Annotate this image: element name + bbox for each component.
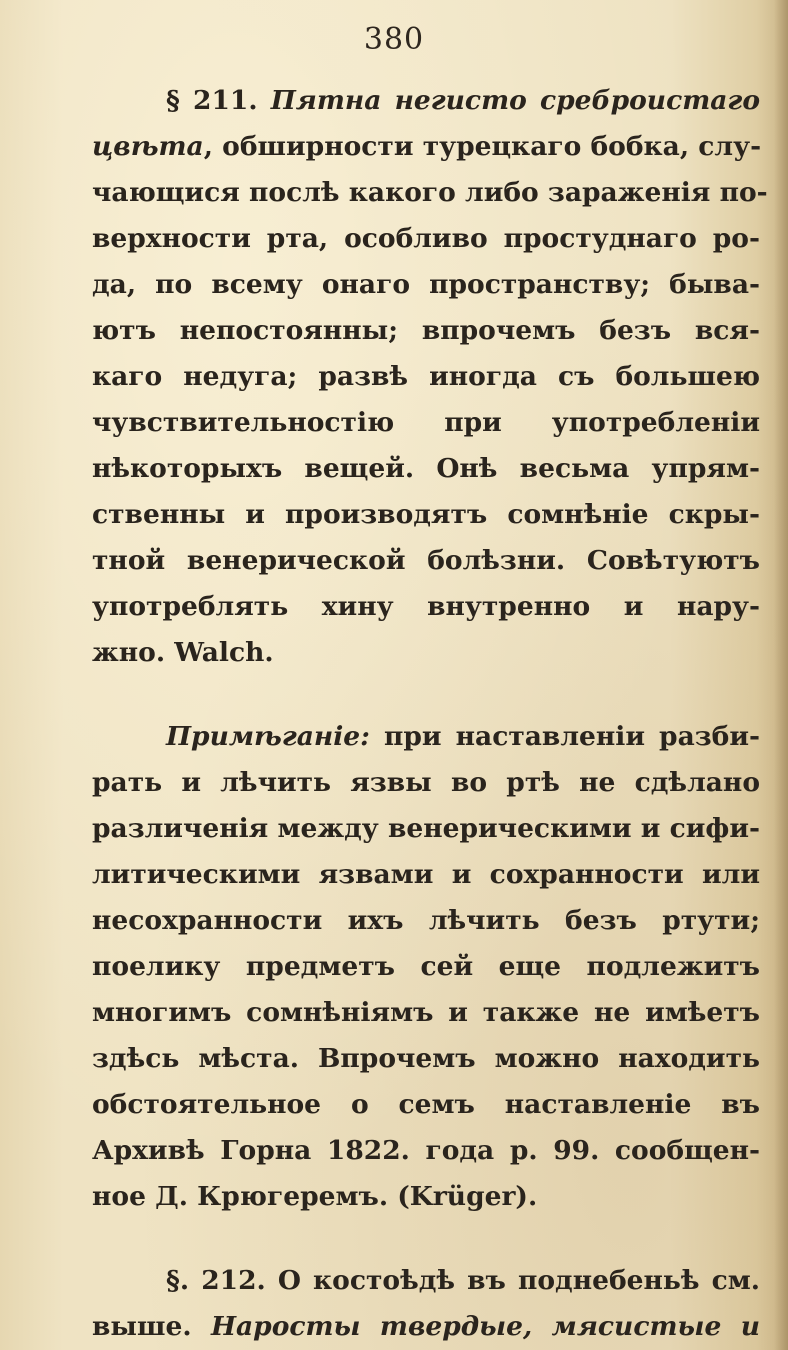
italic-run: Пятна негисто среброистаго — [270, 85, 761, 116]
text-run: поелику предметъ сей еще подлежитъ — [92, 951, 760, 982]
text-line — [92, 492, 760, 538]
text-body — [92, 78, 768, 1350]
text-line — [92, 308, 760, 354]
text-run: ственны и производятъ сомнѣніе скры- — [92, 499, 760, 530]
paragraph-section-212 — [92, 1258, 760, 1350]
text-run: Архивѣ Горна 1822. года p. 99. сообщен- — [92, 1135, 760, 1166]
text-run: выше. — [92, 1311, 211, 1342]
text-line — [92, 584, 760, 630]
text-run: ное Д. Крюгеремъ. (Krüger). — [92, 1181, 538, 1212]
text-line — [92, 806, 760, 852]
text-line — [92, 944, 760, 990]
text-line — [92, 1258, 760, 1304]
page-number: 380 — [363, 22, 425, 57]
text-line — [92, 216, 760, 262]
text-line — [92, 170, 768, 216]
text-run: каго недуга; развѣ иногда съ большею — [92, 361, 760, 392]
text-line — [92, 1304, 760, 1350]
text-line — [92, 630, 760, 676]
italic-run: Примѣганіе: — [166, 721, 370, 752]
text-line — [92, 990, 760, 1036]
paragraph-note — [92, 714, 760, 1220]
text-line — [92, 124, 760, 170]
text-run: § 211. — [166, 85, 271, 116]
text-line — [92, 1174, 760, 1220]
text-line — [92, 1036, 760, 1082]
text-run: несохранности ихъ лѣчить безъ ртути; — [92, 905, 760, 936]
text-run: литическими язвами и сохранности или — [92, 859, 760, 890]
text-run: верхности рта, особливо простуднаго ро- — [92, 223, 760, 254]
text-run: да, по всему онаго пространству; быва- — [92, 269, 760, 300]
italic-run: Наросты твердые, мясистые и — [210, 1311, 760, 1342]
text-line — [92, 1082, 760, 1128]
paragraph-gap — [92, 1220, 760, 1258]
text-run: употреблять хину внутренно и нару- — [92, 591, 760, 622]
text-line — [92, 78, 760, 124]
text-run: чающися послѣ какого либо зараженія по- — [92, 177, 768, 208]
text-line — [92, 446, 760, 492]
text-line — [92, 852, 760, 898]
text-run: при наставленіи разби- — [369, 721, 760, 752]
text-run: , обширности турецкаго бобка, слу- — [203, 131, 762, 162]
paragraph-gap — [92, 676, 760, 714]
text-line — [92, 400, 760, 446]
text-run: тной венерической болѣзни. Совѣтуютъ — [92, 545, 760, 576]
text-line — [92, 354, 760, 400]
text-run: различенія между венерическими и сифи- — [92, 813, 760, 844]
text-run: нѣкоторыхъ вещей. Онѣ весьма упрям- — [92, 453, 760, 484]
text-line — [92, 538, 760, 584]
text-run: здѣсь мѣста. Впрочемъ можно находить — [92, 1043, 760, 1074]
text-run: ютъ непостоянны; впрочемъ безъ вся- — [92, 315, 760, 346]
text-line — [92, 760, 760, 806]
text-run: обстоятельное о семъ наставленіе въ — [92, 1089, 760, 1120]
text-line — [92, 714, 760, 760]
page-edge-shadow — [774, 0, 788, 1350]
italic-run: цвѣта — [92, 131, 204, 162]
text-line — [92, 262, 760, 308]
text-run: чувствительностію при употребленіи — [92, 407, 760, 438]
text-line — [92, 1128, 760, 1174]
text-run: рать и лѣчить язвы во ртѣ не сдѣлано — [92, 767, 760, 798]
text-run: жно. Walch. — [92, 637, 274, 668]
text-line — [92, 898, 760, 944]
text-run: §. 212. О костоѣдѣ въ поднебеньѣ см. — [166, 1265, 760, 1296]
paragraph-section-211 — [92, 78, 768, 676]
text-run: многимъ сомнѣніямъ и также не имѣетъ — [92, 997, 760, 1028]
